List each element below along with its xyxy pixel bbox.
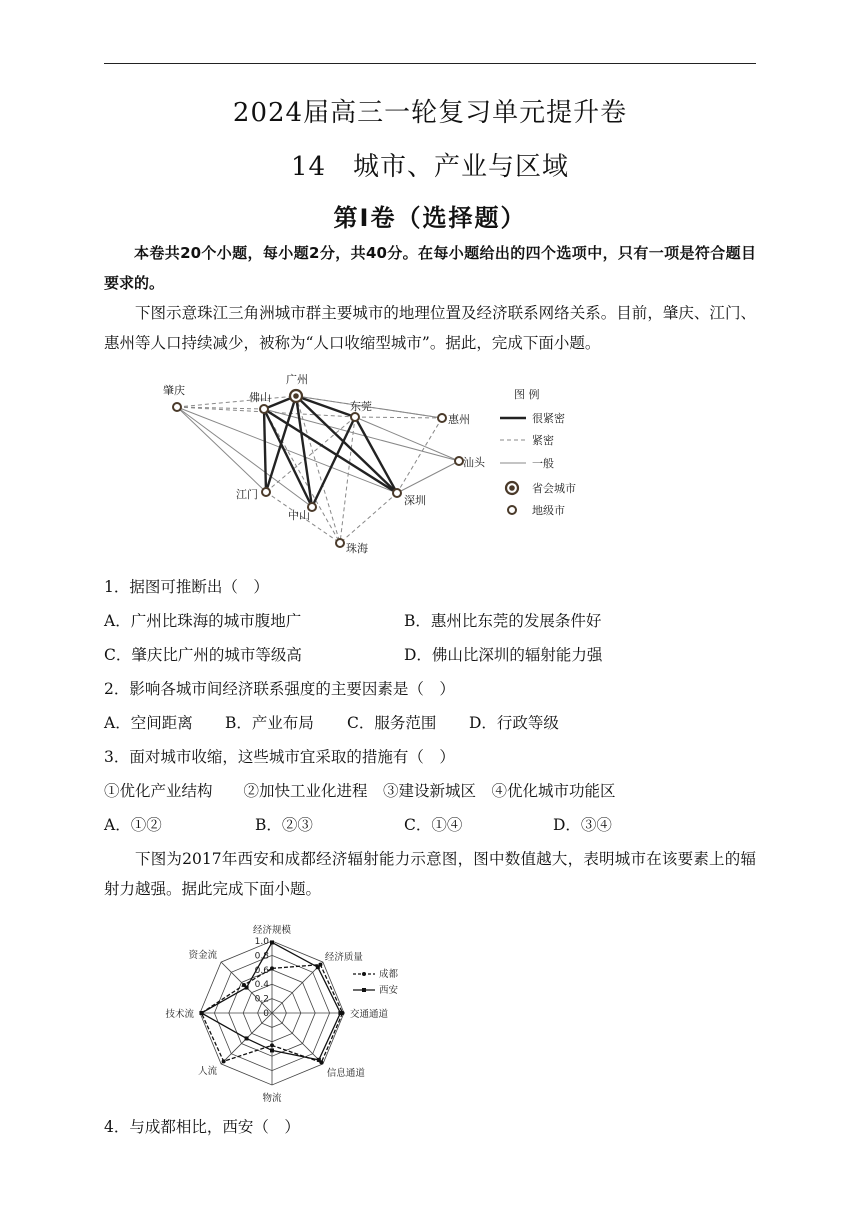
data-point: [270, 1043, 274, 1047]
label-zhongshan: 中山: [288, 509, 310, 522]
legend-label: 西安: [379, 985, 399, 996]
prd-network-map: [160, 368, 600, 558]
map-legend: [500, 387, 576, 517]
dongguan-node: [351, 413, 359, 421]
axis-label: 物流: [262, 1093, 282, 1104]
q1-option-d[interactable]: D．佛山比深圳的辐射能力强: [404, 646, 603, 664]
general-links: [177, 396, 459, 507]
q1-stem: 1．据图可推断出（ ）: [104, 578, 269, 596]
zhaoqing-node: [173, 403, 181, 411]
top-rule: [104, 63, 756, 64]
jiangmen-node: [262, 488, 270, 496]
tick-label: 0.2: [254, 994, 269, 1005]
material-1: 下图示意珠江三角洲城市群主要城市的地理位置及经济联系网络关系。目前，肇庆、江门、惠州等人口持续减少，被称为“人口收缩型城市”。据此，完成下面小题。: [104, 304, 756, 352]
data-point: [316, 965, 320, 969]
city-nodes: [173, 390, 463, 547]
shantou-node: [455, 457, 463, 465]
q2-option-a[interactable]: A．空间距离: [104, 714, 193, 732]
label-shantou: 汕头: [463, 456, 485, 469]
legend-very-close: 很紧密: [532, 412, 565, 425]
axis-label: 人流: [198, 1065, 218, 1077]
axis-label: 资金流: [188, 950, 218, 962]
foshan-node: [260, 405, 268, 413]
data-point: [199, 1011, 203, 1015]
q1-option-b[interactable]: B．惠州比东莞的发展条件好: [404, 612, 602, 630]
huizhou-node: [438, 414, 446, 422]
label-jiangmen: 江门: [236, 488, 258, 501]
q3-option-b[interactable]: B．②③: [255, 816, 313, 834]
page-title: 2024届高三一轮复习单元提升卷: [232, 98, 628, 128]
legend-prefecture: 地级市: [532, 504, 565, 517]
legend-provincial: 省会城市: [532, 482, 576, 495]
data-point: [270, 966, 274, 970]
data-point: [270, 940, 274, 944]
axis-label: 经济规模: [252, 925, 292, 936]
label-zhuhai: 珠海: [346, 542, 368, 555]
legend-marker: [362, 988, 366, 992]
label-guangzhou: 广州: [286, 373, 308, 386]
instructions: 本卷共20个小题，每小题2分，共40分。在每小题给出的四个选项中，只有一项是符合题目要求的。: [104, 244, 756, 292]
data-point: [245, 986, 249, 990]
q1-option-a[interactable]: A．广州比珠海的城市腹地广: [104, 612, 302, 630]
tick-label: 0.4: [254, 980, 269, 991]
tick-label: 1.0: [254, 937, 269, 947]
data-point: [270, 1048, 274, 1052]
data-point: [338, 1011, 342, 1015]
q3-stem: 3．面对城市收缩，这些城市宜采取的措施有（ ）: [104, 748, 455, 766]
material-2: 下图为2017年西安和成都经济辐射能力示意图，图中数值越大，表明城市在该要素上的辐射力越强。据此完成下面小题。: [104, 850, 756, 898]
label-foshan: 佛山: [249, 391, 271, 404]
shenzhen-node: [393, 489, 401, 497]
label-huizhou: 惠州: [448, 413, 470, 426]
tick-label: 0: [263, 1009, 269, 1019]
legend-normal: 一般: [532, 457, 554, 470]
tick-label: 0.8: [254, 951, 269, 962]
label-zhaoqing: 肇庆: [163, 384, 185, 397]
page-subtitle: 14 城市、产业与区域: [290, 152, 570, 182]
tick-label: 0.6: [254, 965, 269, 976]
axis-label: 信息通道: [326, 1067, 365, 1079]
q3-option-c[interactable]: C．①④: [404, 816, 463, 834]
data-point: [245, 1036, 249, 1040]
section-title: 第Ⅰ卷（选择题）: [333, 204, 527, 232]
q3-option-d[interactable]: D．③④: [553, 816, 612, 834]
legend-title: 图 例: [514, 388, 540, 401]
radar-chart: [150, 910, 430, 1110]
data-point: [222, 1059, 226, 1063]
legend-label: 成都: [379, 969, 399, 980]
axis-label: 经济质量: [324, 952, 363, 964]
label-shenzhen: 深圳: [404, 494, 426, 507]
q3-items: ①优化产业结构 ②加快工业化进程 ③建设新城区 ④优化城市功能区: [104, 782, 616, 800]
label-dongguan: 东莞: [350, 400, 372, 413]
series-line-xian: [201, 942, 340, 1059]
q4-stem: 4．与成都相比，西安（ ）: [104, 1118, 300, 1136]
q2-option-d[interactable]: D．行政等级: [469, 714, 559, 732]
zhuhai-node: [336, 539, 344, 547]
legend-marker: [362, 972, 366, 976]
q1-option-c[interactable]: C．肇庆比广州的城市等级高: [104, 646, 302, 664]
axis-label: 交通通道: [350, 1009, 389, 1020]
data-point: [317, 1058, 321, 1062]
axis-label: 技术流: [165, 1009, 194, 1020]
q2-stem: 2．影响各城市间经济联系强度的主要因素是（ ）: [104, 680, 455, 698]
q2-option-c[interactable]: C．服务范围: [347, 714, 437, 732]
q2-option-b[interactable]: B．产业布局: [225, 714, 314, 732]
legend-close: 紧密: [532, 434, 554, 447]
q3-option-a[interactable]: A．①②: [104, 816, 162, 834]
